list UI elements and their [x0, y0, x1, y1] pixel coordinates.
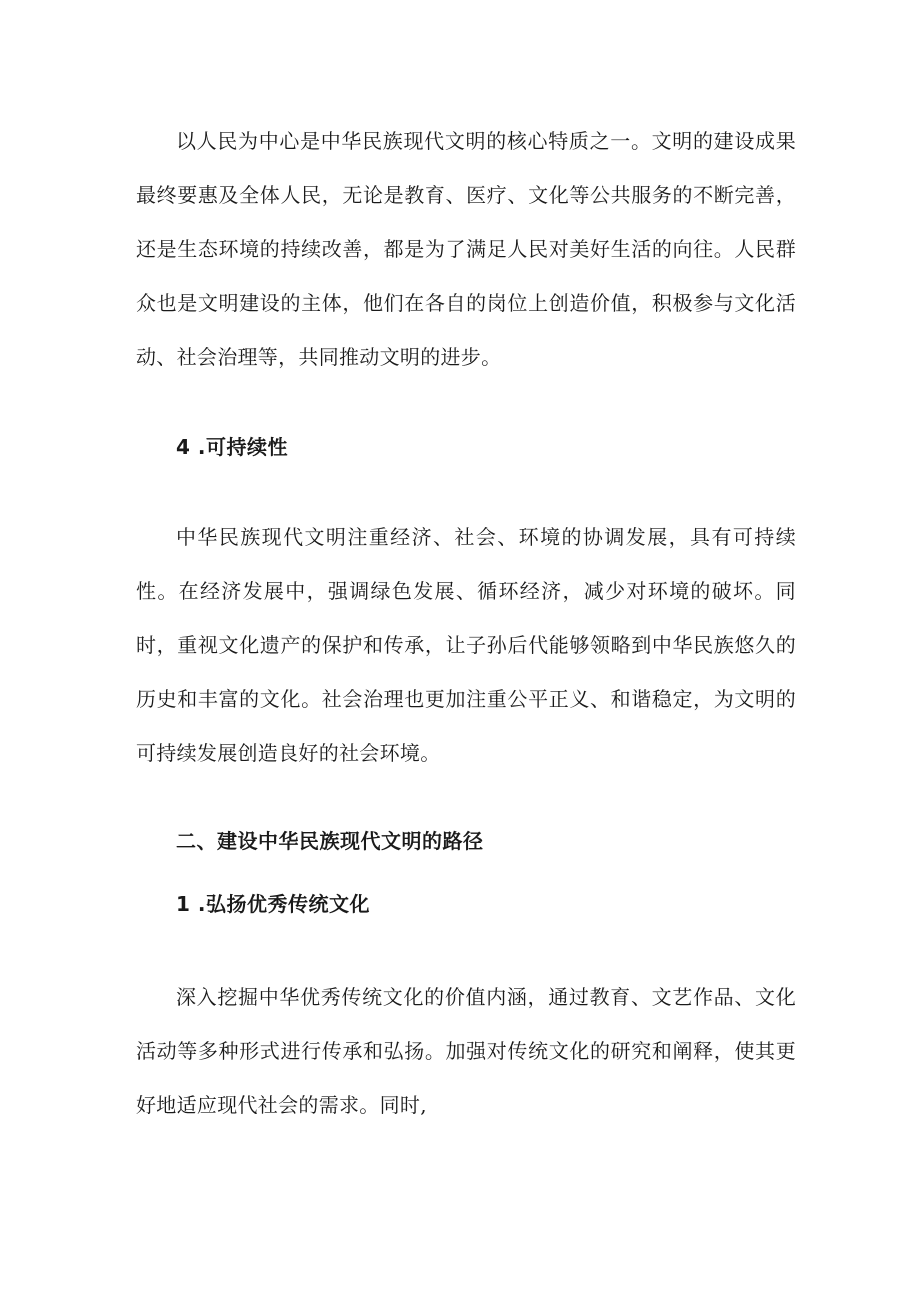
paragraph-traditional-culture: 深入挖掘中华优秀传统文化的价值内涵，通过教育、文艺作品、文化活动等多种形式进行传承和弘扬。加强对传统文化的研究和阐释，使其更好地适应现代社会的需求。同时,	[136, 985, 796, 1117]
paragraph-people-centered: 以人民为中心是中华民族现代文明的核心特质之一。文明的建设成果最终要惠及全体人民，无论是教育、医疗、文化等公共服务的不断完善，还是生态环境的持续改善，都是为了满足人民对美好生活的向往。人民群众也是文明建设的主体，他们在各自的岗位上创造价值，积极参与文化活动、社会治理等，共同推动文明的进步。	[136, 129, 796, 369]
heading-sustainability: 4 .可持续性	[176, 435, 288, 459]
paragraph-sustainability: 中华民族现代文明注重经济、社会、环境的协调发展，具有可持续性。在经济发展中，强调绿色发展、循环经济，减少对环境的破坏。同时，重视文化遗产的保护和传承，让子孙后代能够领略到中华民族悠久的历史和丰富的文化。社会治理也更加注重公平正义、和谐稳定，为文明的可持续发展创造良好的社会环境。	[136, 525, 796, 765]
section-heading-paths: 二、建设中华民族现代文明的路径	[176, 829, 484, 853]
heading-promote-traditional-culture: 1 .弘扬优秀传统文化	[176, 892, 370, 916]
